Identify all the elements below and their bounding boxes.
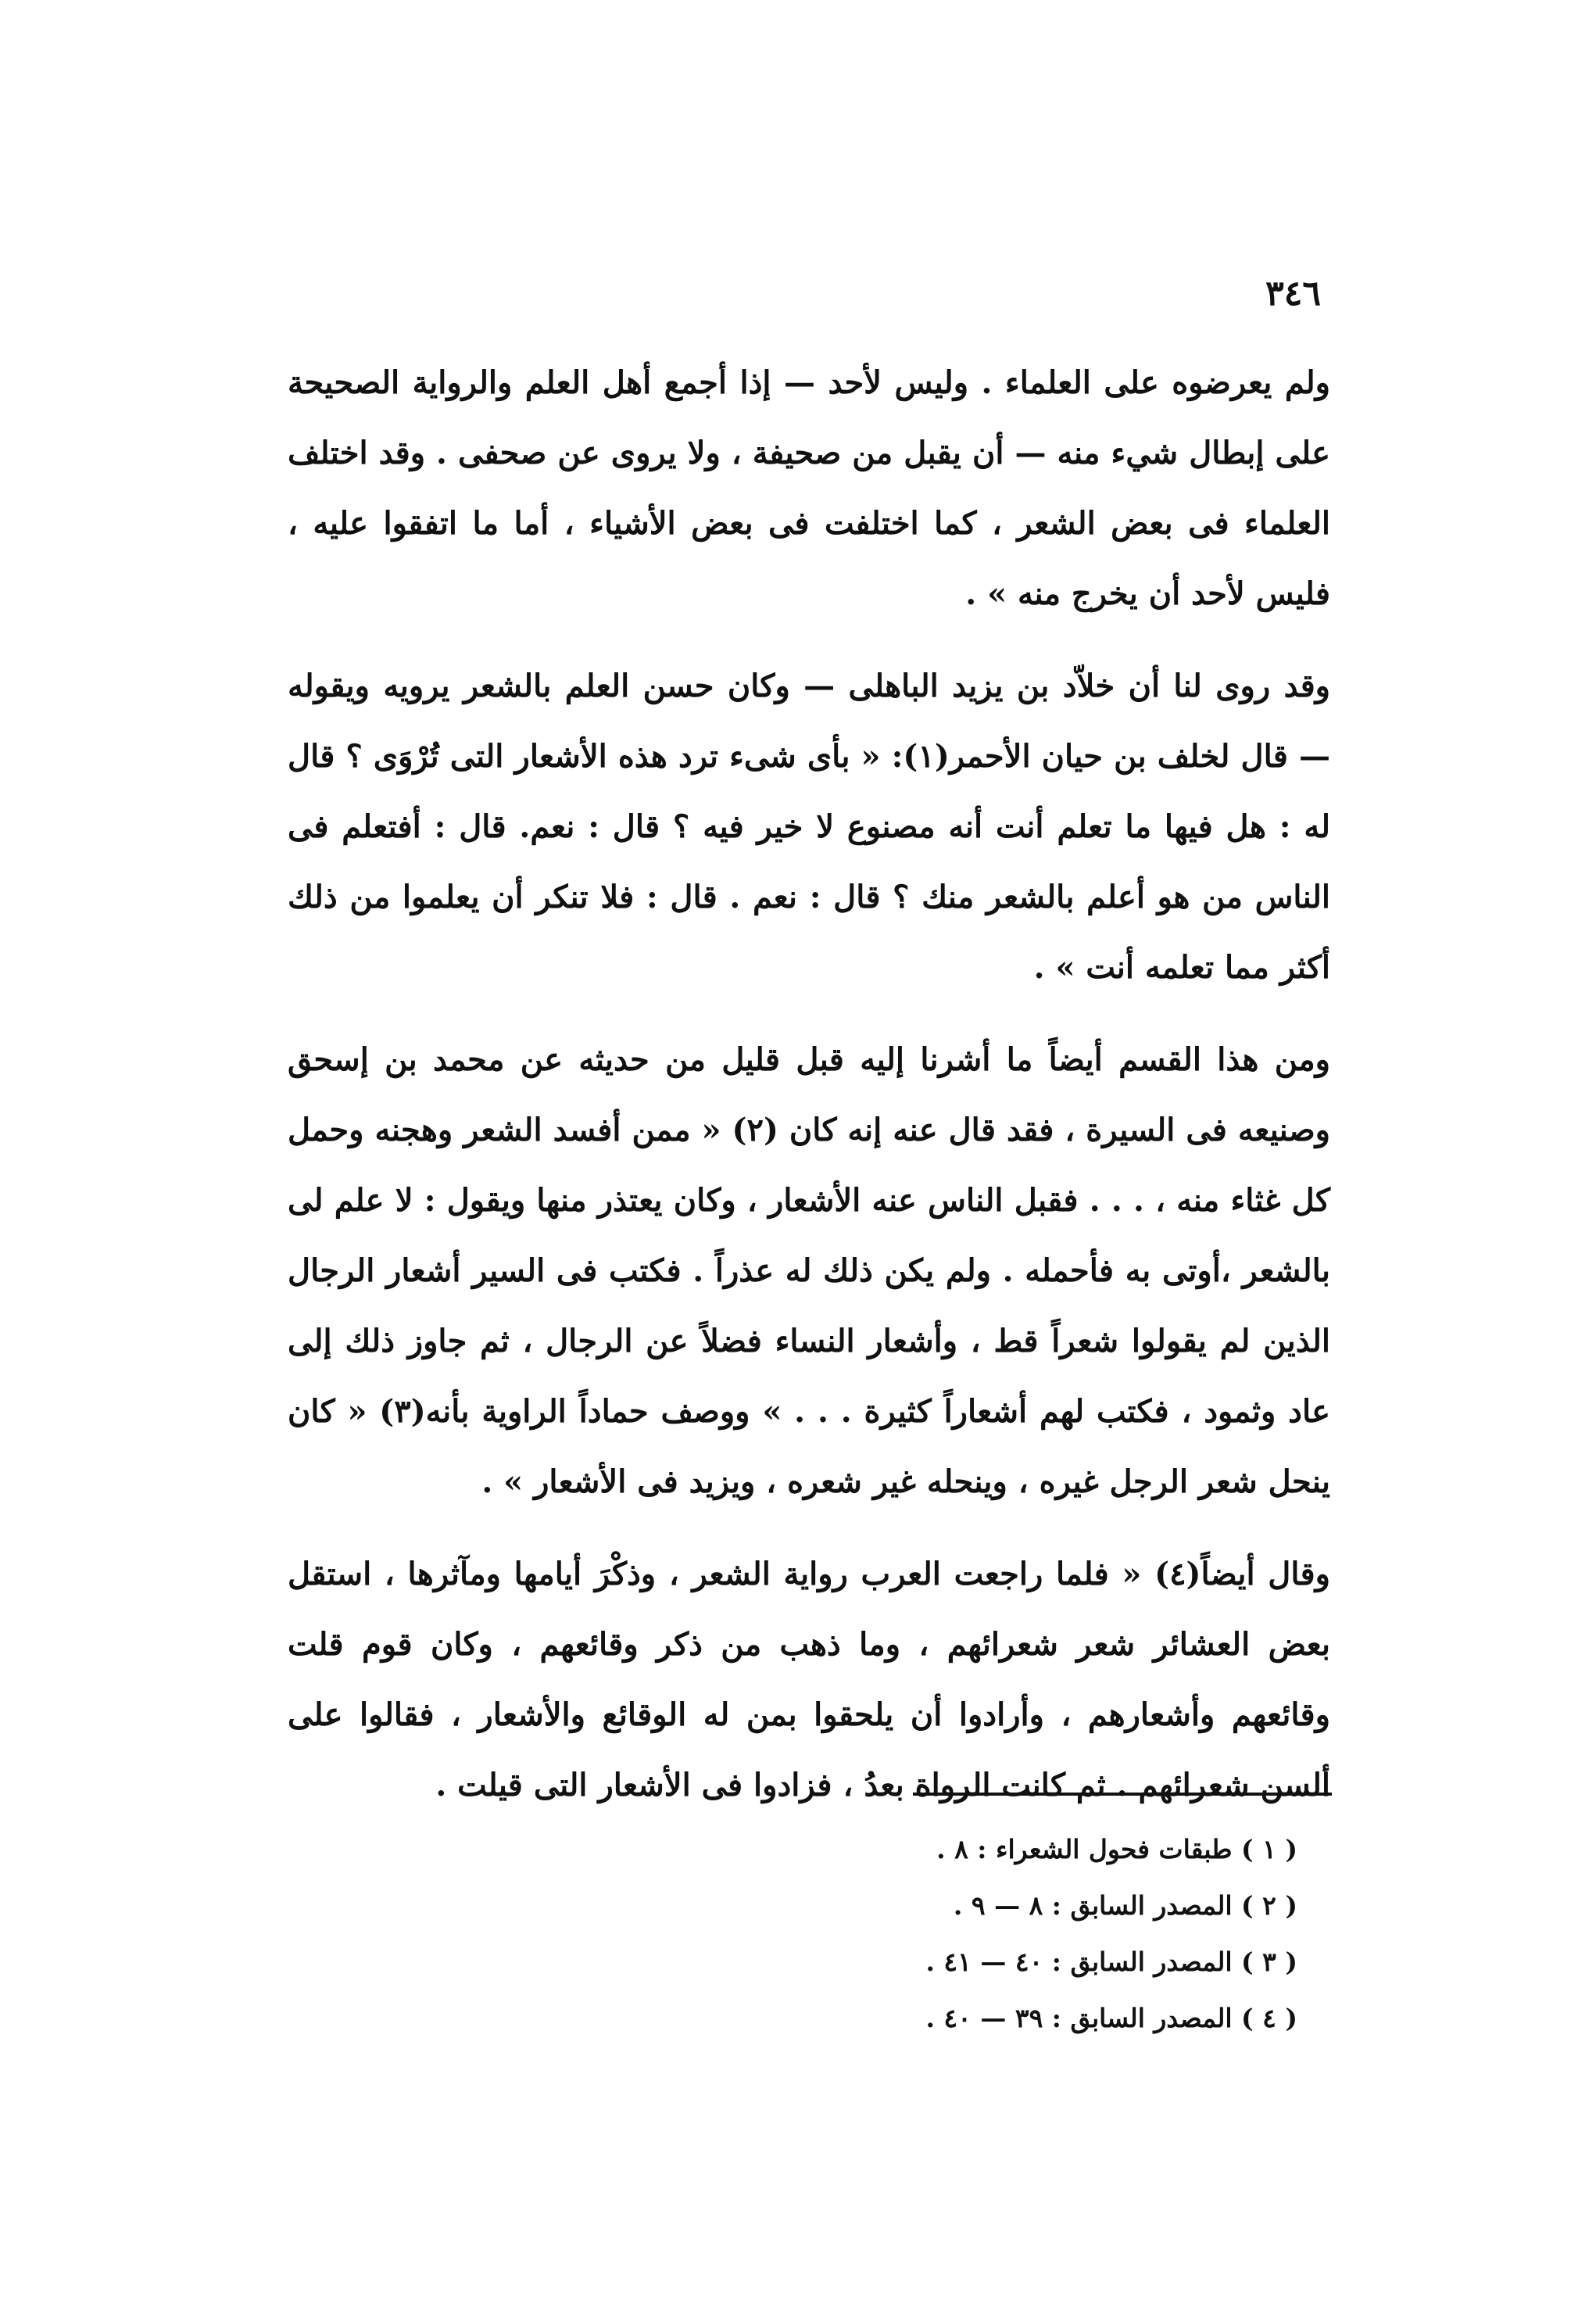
paragraph-1: ولم يعرضوه على العلماء . وليس لأحد — إذا أجمع أهل العلم والرواية الصحيحة على إبطال شيء منه — أن يقبل من صحيفة ، ولا يروى عن صحفى . وقد اختلف العلماء فى بعض الشعر ، كما اختلفت فى بعض الأشياء ، أما ما اتفقوا عليه ، فليس لأحد أن يخرج منه » . [288, 364, 1331, 612]
footnote-4: ( ٤ ) المصدر السابق : ٣٩ — ٤٠ . [925, 2003, 1297, 2033]
footnote-divider [913, 1793, 1332, 1796]
footnote-2: ( ٢ ) المصدر السابق : ٨ — ٩ . [953, 1890, 1297, 1921]
footnote-1: ( ١ ) طبقات فحول الشعراء : ٨ . [936, 1834, 1297, 1864]
paragraph-3: ومن هذا القسم أيضاً ما أشرنا إليه قبل قليل من حديثه عن محمد بن إسحق وصنيعه فى السيرة ، فقد قال عنه إنه كان (٢) « ممن أفسد الشعر وهجنه وحمل كل غثاء منه ، . . . فقبل الناس عنه الأشعار ، وكان يعتذر منها ويقول : لا علم لى بالشعر ،أوتى به فأحمله . ولم يكن ذلك له عذراً . فكتب فى السير أشعار الرجال الذين لم يقولوا شعراً قط ، وأشعار النساء فضلاً عن الرجال ، ثم جاوز ذلك إلى عاد وثمود ، فكتب لهم أشعاراً كثيرة . . . » ووصف حماداً الراوية بأنه(٣) « كان ينحل شعر الرجل غيره ، وينحله غير شعره ، ويزيد فى الأشعار » . [288, 1041, 1331, 1500]
footnote-3: ( ٣ ) المصدر السابق : ٤٠ — ٤١ . [925, 1947, 1297, 1977]
page-number: ٣٤٦ [1265, 274, 1321, 313]
paragraph-4: وقال أيضاً(٤) « فلما راجعت العرب رواية الشعر ، وذكْرَ أيامها ومآثرها ، استقل بعض العشائر شعر شعرائهم ، وما ذهب من ذكر وقائعهم ، وكان قوم قلت وقائعهم وأشعارهم ، وأرادوا أن يلحقوا بمن له الوقائع والأشعار ، فقالوا على ألسن شعرائهم . ثم كانت الرواة بعدُ ، فزادوا فى الأشعار التى قيلت . [288, 1556, 1330, 1803]
footnotes [782, 1821, 1297, 2047]
paragraph-2: وقد روى لنا أن خلاّد بن يزيد الباهلى — وكان حسن العلم بالشعر يرويه ويقوله — قال لخلف بن حيان الأحمر(١): « بأى شىء ترد هذه الأشعار التى تُرْوَى ؟ قال له : هل فيها ما تعلم أنت أنه مصنوع لا خير فيه ؟ قال : نعم. قال : أفتعلم فى الناس من هو أعلم بالشعر منك ؟ قال : نعم . قال : فلا تنكر أن يعلموا من ذلك أكثر مما تعلمه أنت » . [288, 668, 1331, 986]
body-text [288, 348, 1330, 1843]
